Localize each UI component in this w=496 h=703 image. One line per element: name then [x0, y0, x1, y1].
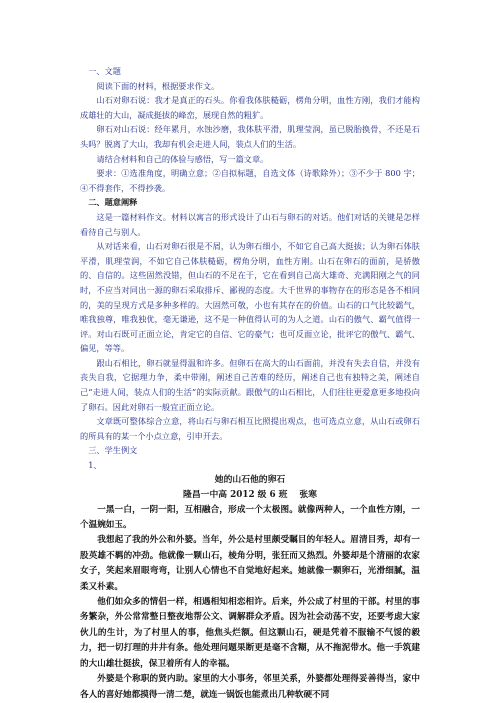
- intro-line: 阅读下面的材料，根据要求作文。: [96, 80, 220, 91]
- essay-paragraph-1: 一黑一白，一阴一阳，互相融合，形成一个太极图。就像两种人，一个血性方刚，一个温婉如玉。: [80, 504, 420, 531]
- section-heading-2: 二、题意阐释: [88, 197, 138, 208]
- section-heading-1: 一、文题: [88, 66, 121, 76]
- material-paragraph-1: 山石对卵石说：我才是真正的石头。你看我体肤糙砺，楞角分明，血性方刚，我们才能构成雄壮的大山，凝成挺拔的峰峦，展现自然的粗犷。: [80, 95, 420, 120]
- explain-paragraph-2: 从对话来看，山石对卵石很是不屑，认为卵石细小，不如它自己高大挺拔；认为卵石体肤平滑，肌理莹润，不如它自己体肤糙砺，楞角分明，血性方刚。山石在卵石的面前，是骄傲的、自信的。这些固然没错，但山石的不足在于，它在看到自己高大雄奇、充满阳刚之气的同时，不应当对同出一源的卵石采取排斥、鄙视的态度。大千世界的事物存在的形态是各不相同的，美的呈现方式是多种多样的。大固然可敬，小也有其存在的价值。山石的口气比较霸气，唯我独尊，唯我独优，毫无谦逊，这不是一种值得认可的为人之道。山石的傲气、霸气值得一评。对山石既可正面立论，肯定它的自信、它的豪气；也可反面立论，批评它的傲气、霸气、偏见，等等。: [80, 241, 420, 354]
- essay-author: 隆昌一中高 2012 级 6 班 张寒: [183, 489, 317, 500]
- explain-paragraph-4: 文章既可整体综合立意，将山石与卵石相互比照提出观点，也可选点立意，从山石或卵石的所具有的某一个小点立意，引申开去。: [80, 416, 420, 441]
- explain-paragraph-3: 跟山石相比，卵石就显得温和许多。但卵石在高大的山石面前，并没有失去自信，并没有丧失自我，它据理力争，柔中带刚，阐述自己苦难的经历，阐述自己也有独特之美，阐述自己“走进人间，装点人们的生活”的实际贡献。跟傲气的山石相比，人们往往更爱意更多地投向了卵石。因此对卵石一般宜正面立论。: [80, 357, 420, 412]
- explain-paragraph-1: 这是一篇材料作文。材料以寓言的形式设计了山石与卵石的对话。他们对话的关键是怎样看待自己与别人。: [80, 211, 420, 237]
- essay-paragraph-4: 外婆是个称职的贤内助。家里的大小事务，邻里关系，外婆都处理得妥善得当，家中各人的喜好她都摸得一清二楚，就连一锅饭也能煮出几种软硬不同: [80, 674, 420, 700]
- example-number: 1、: [88, 460, 102, 471]
- section-heading-3: 三、学生例文: [88, 445, 138, 456]
- essay-paragraph-2: 我想起了我的外公和外婆。当年，外公是村里颇受瞩目的年轻人。眉清目秀，却有一股英雄不羁的冲劲。他就像一颗山石，棱角分明，张狂而又热烈。外婆却是个清丽的农家女子，笑起来眉眼弯弯，让别人心情也不自觉地好起来。她就像一颗卵石，光滑细腻，温柔又朴素。: [80, 535, 420, 592]
- material-paragraph-3: 请结合材料和自己的体验与感悟，写一篇文章。: [96, 153, 269, 164]
- essay-title: 她的山石他的卵石: [214, 474, 286, 485]
- material-paragraph-2: 卵石对山石说：经年累月，水蚀沙磨，我体肤平滑，肌理莹润，虽已脱胎换骨，不还是石头吗？脱离了大山，我却有机会走进人间，装点人们的生活。: [80, 124, 420, 149]
- essay-paragraph-3: 他们如众多的情侣一样，相遇相知相恋相许。后来，外公成了村里的干部。村里的事务繁杂，外公常常整日整夜地帮公文、调解群众矛盾。因为社会动荡不安，还要考虑大家伙儿的生计，为了村里人的事，他焦头烂额。但这颗山石，硬是凭着不服输不气馁的毅力，把一切打理的井井有条。他处理问题果断更是毫不含糊，从不拖泥带水。他一手筑建的大山雄壮挺拔，保卫着所有人的幸福。: [80, 597, 420, 669]
- requirements: 要求：①选准角度，明确立意；②自拟标题，自选文体（诗歌除外）；③不少于 800 字；④不得套作，不得抄袭。: [80, 168, 420, 193]
